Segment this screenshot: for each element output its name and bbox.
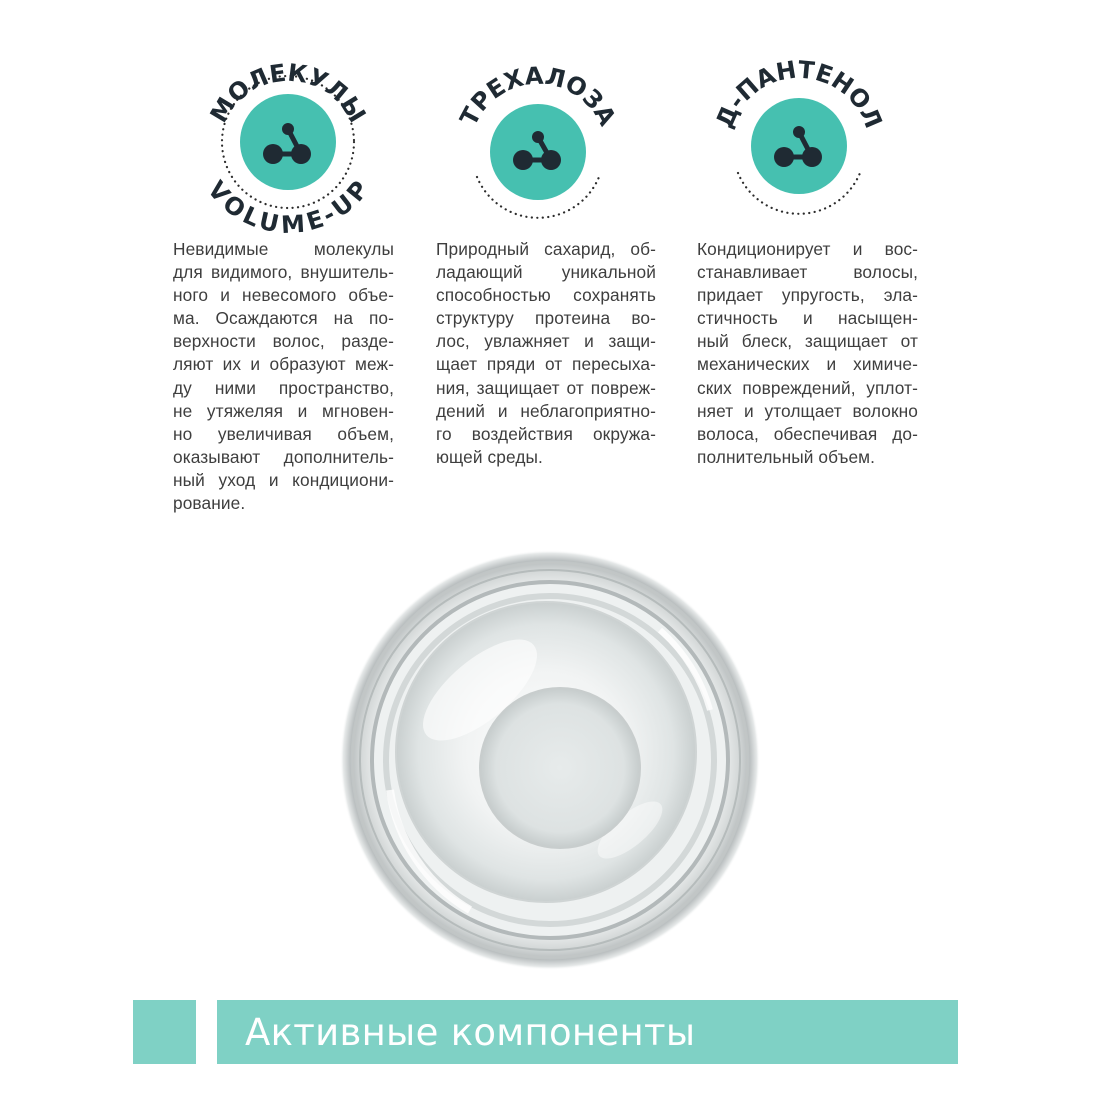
- description-trehalose: [436, 238, 656, 469]
- badge-top-label: ТРЕХАЛОЗА: [454, 61, 622, 131]
- section-banner: [217, 1000, 958, 1064]
- badge-top-label: МОЛЕКУЛЫ: [204, 58, 372, 128]
- desc-line: няет и утолщает волокно: [697, 400, 918, 421]
- desc-line: для видимого, внушитель-: [173, 262, 394, 283]
- desc-line: придает упругость, эла-: [697, 285, 918, 306]
- desc-line: механических и химиче-: [697, 354, 918, 375]
- badge-circle: [240, 94, 336, 190]
- desc-line: ный уход и кондициони-: [173, 469, 394, 490]
- desc-line: структуру протеина во-: [436, 308, 656, 329]
- desc-line: го воздействия окружа-: [436, 423, 656, 444]
- desc-line: ющей среды.: [436, 446, 543, 467]
- desc-line: Природный сахарид, об-: [436, 239, 656, 259]
- desc-line: дений и неблагоприятно-: [436, 400, 656, 421]
- badge-top-label: Д-ПАНТЕНОЛ: [710, 55, 888, 133]
- desc-line: но увеличивая объем,: [173, 423, 394, 444]
- desc-line: ного и невесомого объе-: [173, 285, 394, 306]
- desc-line: стичность и насыщен-: [697, 308, 918, 329]
- badge-molecules-volume-up: [193, 47, 383, 240]
- desc-line: лос, увлажняет и защи-: [436, 331, 656, 352]
- section-title: Активные компоненты: [245, 1010, 696, 1054]
- desc-line: верхности волос, разде-: [173, 331, 394, 352]
- desc-line: ляют их и образуют меж-: [173, 354, 394, 375]
- badge-bottom-label: VOLUME-UP: [201, 175, 375, 240]
- desc-line: ладающий уникальной: [436, 262, 656, 283]
- banner-accent-block: [133, 1000, 196, 1064]
- desc-line: ния, защищает от повреж-: [436, 377, 656, 398]
- desc-line: щает пряди от пересыха-: [436, 354, 656, 375]
- desc-line: ду ними пространство,: [173, 377, 394, 398]
- desc-line: способностью сохранять: [436, 285, 656, 306]
- product-bowl-image: [330, 540, 770, 980]
- desc-line: оказывают дополнитель-: [173, 446, 394, 467]
- desc-line: станавливает волосы,: [697, 262, 918, 283]
- desc-line: рование.: [173, 493, 246, 514]
- desc-line: Невидимые молекулы: [173, 239, 394, 259]
- desc-line: ских повреждений, уплот-: [697, 377, 918, 398]
- description-molecules: [173, 238, 394, 515]
- badge-d-panthenol: [704, 51, 894, 241]
- badge-trehalose: [443, 57, 633, 247]
- desc-line: Кондиционирует и вос-: [697, 239, 918, 259]
- desc-line: ма. Осаждаются на по-: [173, 308, 394, 329]
- desc-line: ный блеск, защищает от: [697, 331, 918, 352]
- description-d-panthenol: [697, 238, 918, 469]
- badge-circle: [490, 104, 586, 200]
- desc-line: волоса, обеспечивая до-: [697, 423, 918, 444]
- desc-line: не утяжеляя и мгновен-: [173, 400, 394, 421]
- desc-line: полнительный объем.: [697, 446, 876, 467]
- badge-circle: [751, 98, 847, 194]
